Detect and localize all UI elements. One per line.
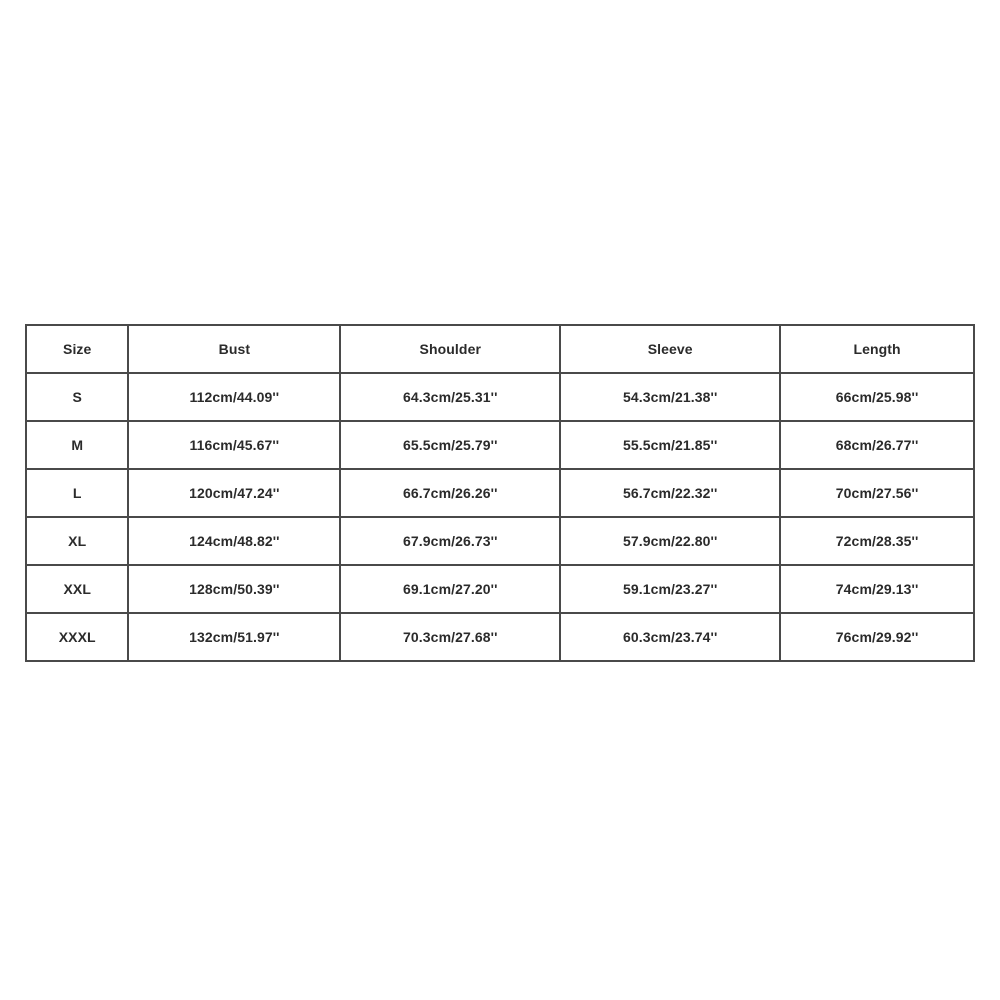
header-length: Length [780,325,974,373]
cell-sleeve: 57.9cm/22.80'' [560,517,780,565]
table-row [26,469,974,517]
cell-size: XXXL [26,613,128,661]
header-row [26,325,974,373]
table-row [26,565,974,613]
cell-length: 68cm/26.77'' [780,421,974,469]
cell-bust: 120cm/47.24'' [128,469,340,517]
header-bust: Bust [128,325,340,373]
table-row [26,373,974,421]
cell-size: XXL [26,565,128,613]
cell-bust: 116cm/45.67'' [128,421,340,469]
cell-sleeve: 59.1cm/23.27'' [560,565,780,613]
cell-shoulder: 67.9cm/26.73'' [340,517,560,565]
cell-size: L [26,469,128,517]
cell-bust: 124cm/48.82'' [128,517,340,565]
cell-sleeve: 55.5cm/21.85'' [560,421,780,469]
cell-length: 74cm/29.13'' [780,565,974,613]
cell-length: 76cm/29.92'' [780,613,974,661]
cell-bust: 132cm/51.97'' [128,613,340,661]
cell-sleeve: 60.3cm/23.74'' [560,613,780,661]
header-size: Size [26,325,128,373]
cell-size: S [26,373,128,421]
cell-sleeve: 56.7cm/22.32'' [560,469,780,517]
cell-size: XL [26,517,128,565]
cell-bust: 128cm/50.39'' [128,565,340,613]
header-sleeve: Sleeve [560,325,780,373]
cell-sleeve: 54.3cm/21.38'' [560,373,780,421]
cell-shoulder: 66.7cm/26.26'' [340,469,560,517]
size-chart-table [25,324,975,662]
table-row [26,421,974,469]
cell-length: 66cm/25.98'' [780,373,974,421]
cell-length: 72cm/28.35'' [780,517,974,565]
cell-shoulder: 65.5cm/25.79'' [340,421,560,469]
cell-length: 70cm/27.56'' [780,469,974,517]
header-shoulder: Shoulder [340,325,560,373]
table-row [26,517,974,565]
table-row [26,613,974,661]
cell-bust: 112cm/44.09'' [128,373,340,421]
cell-shoulder: 64.3cm/25.31'' [340,373,560,421]
cell-shoulder: 69.1cm/27.20'' [340,565,560,613]
cell-shoulder: 70.3cm/27.68'' [340,613,560,661]
cell-size: M [26,421,128,469]
